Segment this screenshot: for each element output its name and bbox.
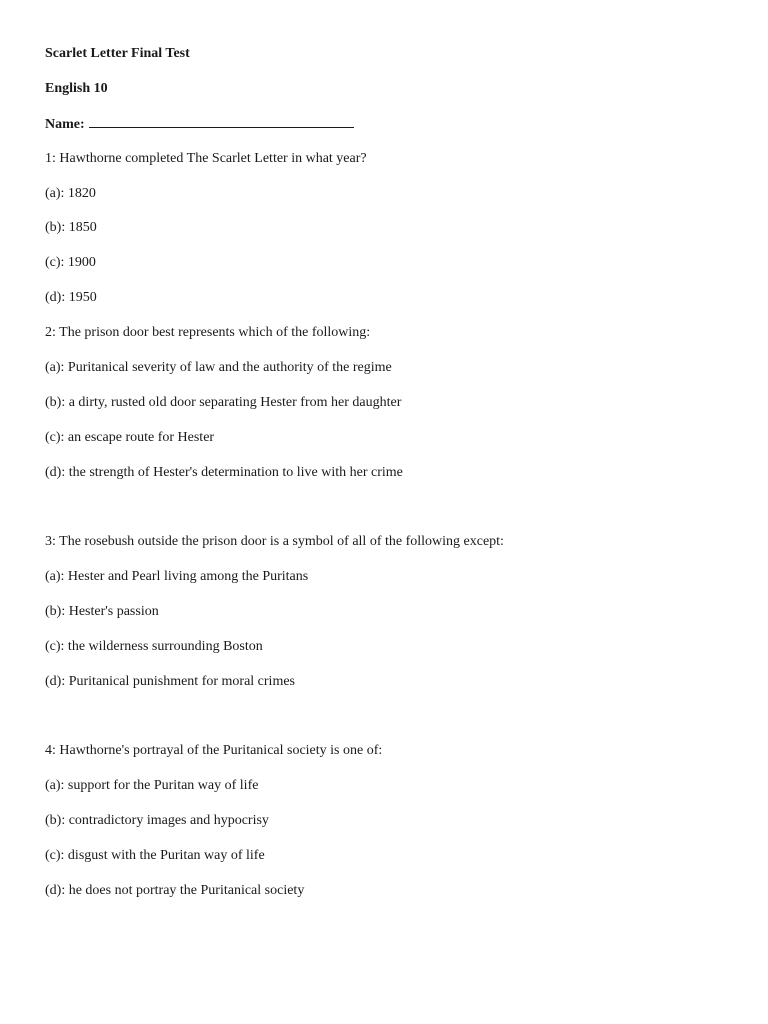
question-2-option-b: (b): a dirty, rusted old door separating Hester from her daughter	[45, 395, 402, 410]
question-1-prompt: 1: Hawthorne completed The Scarlet Letter in what year?	[45, 151, 367, 166]
name-blank-field[interactable]	[89, 115, 354, 128]
course-label: English 10	[45, 81, 108, 96]
question-3-option-b: (b): Hester's passion	[45, 604, 159, 619]
question-4-option-a: (a): support for the Puritan way of life	[45, 778, 259, 793]
question-1-option-a: (a): 1820	[45, 186, 96, 201]
test-title: Scarlet Letter Final Test	[45, 46, 190, 61]
question-3-option-a: (a): Hester and Pearl living among the Puritans	[45, 569, 309, 584]
question-2-option-a: (a): Puritanical severity of law and the authority of the regime	[45, 360, 392, 375]
question-2-prompt: 2: The prison door best represents which of the following:	[45, 325, 371, 340]
question-3-option-c: (c): the wilderness surrounding Boston	[45, 639, 263, 654]
question-4-prompt: 4: Hawthorne's portrayal of the Puritanical society is one of:	[45, 743, 383, 758]
question-3-prompt: 3: The rosebush outside the prison door is a symbol of all of the following except:	[45, 534, 504, 549]
question-2-option-d: (d): the strength of Hester's determination to live with her crime	[45, 465, 403, 480]
question-2-option-c: (c): an escape route for Hester	[45, 430, 215, 445]
question-4-option-b: (b): contradictory images and hypocrisy	[45, 813, 269, 828]
question-1-option-c: (c): 1900	[45, 255, 96, 270]
name-line	[45, 115, 354, 134]
question-3-option-d: (d): Puritanical punishment for moral crimes	[45, 674, 295, 689]
question-1-option-d: (d): 1950	[45, 290, 97, 305]
question-4-option-d: (d): he does not portray the Puritanical society	[45, 883, 305, 898]
question-4-option-c: (c): disgust with the Puritan way of life	[45, 848, 265, 863]
question-1-option-b: (b): 1850	[45, 220, 97, 235]
name-label: Name:	[45, 117, 85, 132]
